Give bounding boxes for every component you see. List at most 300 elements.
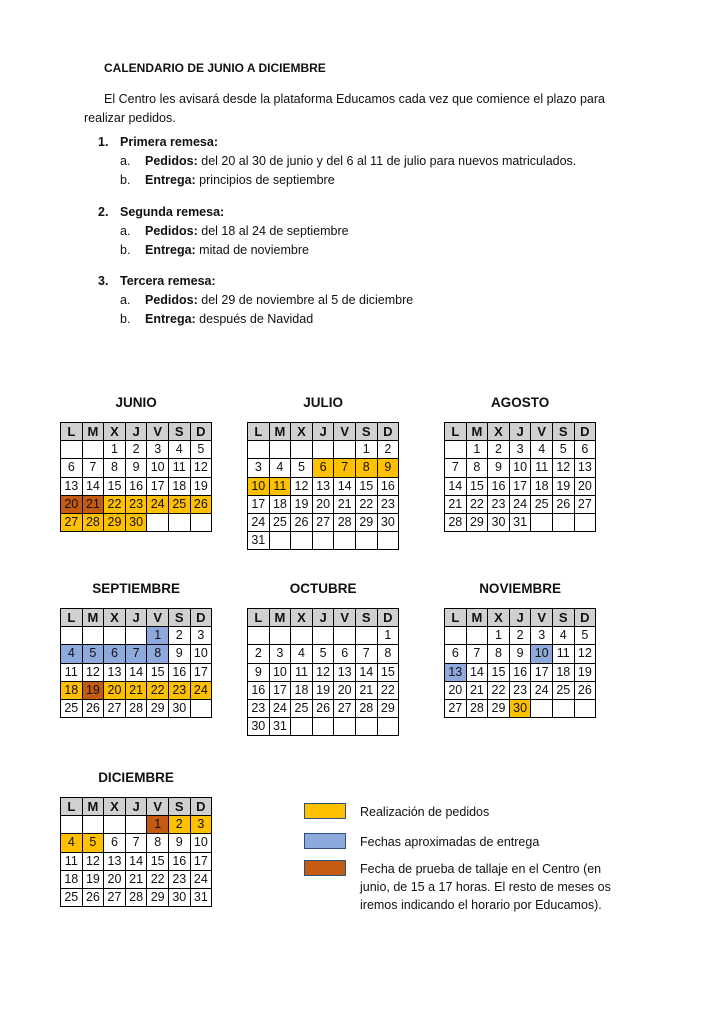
- day-cell: 17: [147, 477, 169, 495]
- day-cell: 6: [445, 645, 467, 663]
- day-cell: 29: [147, 699, 169, 717]
- day-cell: 5: [291, 459, 313, 477]
- day-cell: 18: [168, 477, 190, 495]
- day-cell: 16: [168, 663, 190, 681]
- weekday-header: S: [168, 798, 190, 816]
- day-cell: 26: [574, 681, 596, 699]
- day-cell: 15: [147, 852, 169, 870]
- day-cell: 23: [377, 495, 399, 513]
- empty-cell: [291, 627, 313, 645]
- empty-cell: [168, 513, 190, 531]
- list-item: a. Pedidos: del 18 al 24 de septiembre: [120, 224, 349, 238]
- day-cell: 18: [61, 870, 83, 888]
- day-cell: 4: [61, 834, 83, 852]
- day-cell: 26: [82, 699, 104, 717]
- day-cell: 10: [190, 645, 212, 663]
- day-cell: 8: [147, 645, 169, 663]
- day-cell: 30: [168, 699, 190, 717]
- day-cell: 6: [61, 459, 83, 477]
- day-cell: 1: [377, 627, 399, 645]
- day-cell: 4: [168, 441, 190, 459]
- day-cell: 8: [147, 834, 169, 852]
- weekday-header: J: [509, 423, 531, 441]
- weekday-header: V: [531, 423, 553, 441]
- legend-swatch-fitting: [304, 860, 346, 876]
- day-cell: 16: [168, 852, 190, 870]
- section-3: [98, 272, 413, 329]
- day-cell: 8: [355, 459, 377, 477]
- day-cell: 15: [488, 663, 510, 681]
- day-cell: 29: [488, 699, 510, 717]
- weekday-header: J: [509, 609, 531, 627]
- day-cell: 1: [355, 441, 377, 459]
- day-cell: 18: [61, 681, 83, 699]
- day-cell: 30: [377, 513, 399, 531]
- empty-cell: [125, 816, 147, 834]
- weekday-header: J: [125, 609, 147, 627]
- day-cell: 28: [125, 699, 147, 717]
- day-cell: 30: [488, 513, 510, 531]
- day-cell: 3: [531, 627, 553, 645]
- empty-cell: [574, 699, 596, 717]
- day-cell: 20: [104, 681, 126, 699]
- day-cell: 27: [334, 699, 356, 717]
- weekday-header: J: [125, 798, 147, 816]
- day-cell: 15: [147, 663, 169, 681]
- day-cell: 6: [312, 459, 334, 477]
- day-cell: 27: [61, 513, 83, 531]
- weekday-header: V: [334, 423, 356, 441]
- day-cell: 1: [104, 441, 126, 459]
- day-cell: 3: [248, 459, 270, 477]
- weekday-header: D: [377, 609, 399, 627]
- day-cell: 19: [552, 477, 574, 495]
- empty-cell: [312, 718, 334, 736]
- day-cell: 11: [61, 663, 83, 681]
- day-cell: 16: [125, 477, 147, 495]
- day-cell: 25: [168, 495, 190, 513]
- empty-cell: [355, 718, 377, 736]
- day-cell: 10: [509, 459, 531, 477]
- empty-cell: [291, 718, 313, 736]
- day-cell: 31: [509, 513, 531, 531]
- day-cell: 22: [147, 870, 169, 888]
- list-item: b. Entrega: después de Navidad: [120, 312, 314, 326]
- weekday-header: M: [82, 423, 104, 441]
- day-cell: 19: [190, 477, 212, 495]
- empty-cell: [355, 627, 377, 645]
- month-title: NOVIEMBRE: [479, 581, 561, 596]
- empty-cell: [291, 441, 313, 459]
- day-cell: 8: [466, 459, 488, 477]
- empty-cell: [531, 513, 553, 531]
- empty-cell: [334, 532, 356, 550]
- intro-paragraph: El Centro les avisará desde la plataforma Educamos cada vez que comience el plazo para realizar pedidos.: [84, 92, 605, 125]
- day-cell: 20: [61, 495, 83, 513]
- day-cell: 14: [125, 663, 147, 681]
- day-cell: 28: [82, 513, 104, 531]
- weekday-header: L: [61, 609, 83, 627]
- day-cell: 2: [248, 645, 270, 663]
- list-item: b. Entrega: principios de septiembre: [120, 173, 335, 187]
- day-cell: 27: [445, 699, 467, 717]
- day-cell: 9: [377, 459, 399, 477]
- weekday-header: D: [190, 423, 212, 441]
- weekday-header: S: [168, 609, 190, 627]
- day-cell: 25: [269, 513, 291, 531]
- day-cell: 3: [190, 627, 212, 645]
- weekday-header: D: [190, 798, 212, 816]
- day-cell: 1: [147, 816, 169, 834]
- day-cell: 28: [445, 513, 467, 531]
- weekday-header: J: [312, 423, 334, 441]
- day-cell: 21: [355, 681, 377, 699]
- day-cell: 2: [168, 627, 190, 645]
- day-cell: 10: [147, 459, 169, 477]
- weekday-header: X: [488, 423, 510, 441]
- day-cell: 7: [334, 459, 356, 477]
- day-cell: 17: [190, 852, 212, 870]
- list-item: b. Entrega: mitad de noviembre: [120, 243, 309, 257]
- weekday-header: L: [248, 423, 270, 441]
- day-cell: 12: [82, 852, 104, 870]
- day-cell: 26: [291, 513, 313, 531]
- day-cell: 3: [269, 645, 291, 663]
- weekday-header: J: [312, 609, 334, 627]
- empty-cell: [377, 718, 399, 736]
- day-cell: 21: [334, 495, 356, 513]
- day-cell: 10: [269, 663, 291, 681]
- calendar-octubre: [247, 579, 399, 736]
- day-cell: 17: [190, 663, 212, 681]
- month-grid: [60, 422, 212, 532]
- day-cell: 29: [147, 888, 169, 906]
- weekday-header: V: [147, 798, 169, 816]
- empty-cell: [334, 718, 356, 736]
- day-cell: 20: [312, 495, 334, 513]
- day-cell: 29: [466, 513, 488, 531]
- day-cell: 1: [466, 441, 488, 459]
- list-item: a. Pedidos: del 29 de noviembre al 5 de diciembre: [120, 293, 414, 307]
- day-cell: 18: [269, 495, 291, 513]
- day-cell: 25: [61, 699, 83, 717]
- empty-cell: [552, 699, 574, 717]
- calendar-junio: [60, 393, 212, 532]
- day-cell: 11: [269, 477, 291, 495]
- section-1: [98, 133, 576, 190]
- day-cell: 5: [552, 441, 574, 459]
- day-cell: 27: [104, 888, 126, 906]
- day-cell: 4: [291, 645, 313, 663]
- day-cell: 24: [190, 681, 212, 699]
- month-title: AGOSTO: [490, 395, 550, 410]
- day-cell: 9: [168, 645, 190, 663]
- day-cell: 2: [488, 441, 510, 459]
- day-cell: 21: [82, 495, 104, 513]
- day-cell: 14: [445, 477, 467, 495]
- day-cell: 13: [312, 477, 334, 495]
- empty-cell: [190, 513, 212, 531]
- day-cell: 4: [531, 441, 553, 459]
- day-cell: 15: [355, 477, 377, 495]
- day-cell: 21: [125, 870, 147, 888]
- day-cell: 18: [291, 681, 313, 699]
- weekday-header: V: [334, 609, 356, 627]
- empty-cell: [82, 816, 104, 834]
- day-cell: 16: [248, 681, 270, 699]
- day-cell: 17: [509, 477, 531, 495]
- page-title: CALENDARIO DE JUNIO A DICIEMBRE: [104, 61, 326, 75]
- empty-cell: [531, 699, 553, 717]
- section-number: 2.: [98, 205, 109, 219]
- weekday-header: X: [488, 609, 510, 627]
- day-cell: 22: [377, 681, 399, 699]
- day-cell: 2: [509, 627, 531, 645]
- day-cell: 16: [509, 663, 531, 681]
- month-title: OCTUBRE: [289, 581, 357, 596]
- day-cell: 11: [168, 459, 190, 477]
- day-cell: 3: [190, 816, 212, 834]
- empty-cell: [312, 627, 334, 645]
- day-cell: 29: [104, 513, 126, 531]
- weekday-header: L: [248, 609, 270, 627]
- section-number: 1.: [98, 135, 109, 149]
- day-cell: 19: [82, 870, 104, 888]
- day-cell: 23: [248, 699, 270, 717]
- day-cell: 25: [291, 699, 313, 717]
- empty-cell: [355, 532, 377, 550]
- day-cell: 10: [248, 477, 270, 495]
- day-cell: 1: [488, 627, 510, 645]
- day-cell: 31: [190, 888, 212, 906]
- empty-cell: [291, 532, 313, 550]
- day-cell: 14: [82, 477, 104, 495]
- weekday-header: X: [104, 609, 126, 627]
- day-cell: 19: [574, 663, 596, 681]
- empty-cell: [445, 627, 467, 645]
- day-cell: 24: [269, 699, 291, 717]
- day-cell: 2: [377, 441, 399, 459]
- day-cell: 9: [488, 459, 510, 477]
- month-title: DICIEMBRE: [98, 770, 174, 785]
- empty-cell: [334, 441, 356, 459]
- empty-cell: [574, 513, 596, 531]
- day-cell: 24: [509, 495, 531, 513]
- day-cell: 20: [445, 681, 467, 699]
- day-cell: 18: [531, 477, 553, 495]
- month-grid: [247, 608, 399, 736]
- day-cell: 2: [125, 441, 147, 459]
- day-cell: 5: [82, 645, 104, 663]
- day-cell: 27: [574, 495, 596, 513]
- day-cell: 11: [291, 663, 313, 681]
- empty-cell: [312, 441, 334, 459]
- day-cell: 25: [61, 888, 83, 906]
- section-heading: Primera remesa:: [120, 135, 218, 149]
- day-cell: 11: [552, 645, 574, 663]
- weekday-header: V: [147, 609, 169, 627]
- day-cell: 7: [82, 459, 104, 477]
- day-cell: 6: [104, 834, 126, 852]
- weekday-header: L: [61, 798, 83, 816]
- calendar-diciembre: [60, 768, 212, 907]
- weekday-header: S: [552, 423, 574, 441]
- weekday-header: M: [466, 609, 488, 627]
- day-cell: 24: [190, 870, 212, 888]
- empty-cell: [312, 532, 334, 550]
- weekday-header: D: [190, 609, 212, 627]
- month-title: JUNIO: [115, 395, 157, 410]
- weekday-header: M: [466, 423, 488, 441]
- day-cell: 31: [269, 718, 291, 736]
- empty-cell: [190, 699, 212, 717]
- day-cell: 7: [125, 645, 147, 663]
- month-grid: [60, 608, 212, 718]
- weekday-header: S: [355, 609, 377, 627]
- day-cell: 13: [61, 477, 83, 495]
- day-cell: 19: [312, 681, 334, 699]
- day-cell: 6: [334, 645, 356, 663]
- day-cell: 20: [574, 477, 596, 495]
- month-title: JULIO: [303, 395, 343, 410]
- day-cell: 22: [147, 681, 169, 699]
- day-cell: 24: [531, 681, 553, 699]
- empty-cell: [61, 627, 83, 645]
- day-cell: 16: [377, 477, 399, 495]
- day-cell: 8: [377, 645, 399, 663]
- day-cell: 1: [147, 627, 169, 645]
- weekday-header: L: [61, 423, 83, 441]
- month-grid: [60, 797, 212, 907]
- day-cell: 11: [61, 852, 83, 870]
- day-cell: 19: [291, 495, 313, 513]
- empty-cell: [334, 627, 356, 645]
- day-cell: 14: [334, 477, 356, 495]
- weekday-header: X: [104, 798, 126, 816]
- empty-cell: [466, 627, 488, 645]
- weekday-header: D: [574, 609, 596, 627]
- day-cell: 20: [104, 870, 126, 888]
- list-item: a. Pedidos: del 20 al 30 de junio y del 6 al 11 de julio para nuevos matriculados.: [120, 154, 577, 168]
- day-cell: 5: [312, 645, 334, 663]
- day-cell: 15: [104, 477, 126, 495]
- empty-cell: [269, 532, 291, 550]
- legend-swatch-delivery: [304, 833, 346, 849]
- section-2: [98, 203, 349, 260]
- day-cell: 7: [125, 834, 147, 852]
- day-cell: 29: [377, 699, 399, 717]
- day-cell: 13: [104, 852, 126, 870]
- day-cell: 12: [291, 477, 313, 495]
- day-cell: 16: [488, 477, 510, 495]
- day-cell: 10: [531, 645, 553, 663]
- day-cell: 7: [355, 645, 377, 663]
- day-cell: 27: [312, 513, 334, 531]
- day-cell: 24: [147, 495, 169, 513]
- day-cell: 28: [334, 513, 356, 531]
- day-cell: 9: [168, 834, 190, 852]
- day-cell: 22: [466, 495, 488, 513]
- calendar-julio: [247, 393, 399, 550]
- day-cell: 22: [355, 495, 377, 513]
- day-cell: 23: [125, 495, 147, 513]
- empty-cell: [269, 441, 291, 459]
- day-cell: 9: [509, 645, 531, 663]
- day-cell: 6: [574, 441, 596, 459]
- day-cell: 30: [168, 888, 190, 906]
- day-cell: 30: [509, 699, 531, 717]
- day-cell: 21: [445, 495, 467, 513]
- day-cell: 28: [355, 699, 377, 717]
- day-cell: 14: [125, 852, 147, 870]
- day-cell: 26: [190, 495, 212, 513]
- day-cell: 23: [488, 495, 510, 513]
- empty-cell: [377, 532, 399, 550]
- day-cell: 14: [355, 663, 377, 681]
- day-cell: 8: [104, 459, 126, 477]
- day-cell: 2: [168, 816, 190, 834]
- day-cell: 4: [269, 459, 291, 477]
- empty-cell: [61, 441, 83, 459]
- weekday-header: V: [531, 609, 553, 627]
- weekday-header: M: [82, 609, 104, 627]
- empty-cell: [248, 441, 270, 459]
- day-cell: 26: [82, 888, 104, 906]
- empty-cell: [104, 816, 126, 834]
- month-grid: [444, 422, 596, 532]
- weekday-header: D: [574, 423, 596, 441]
- day-cell: 27: [104, 699, 126, 717]
- empty-cell: [248, 627, 270, 645]
- empty-cell: [82, 627, 104, 645]
- weekday-header: V: [147, 423, 169, 441]
- empty-cell: [82, 441, 104, 459]
- day-cell: 29: [355, 513, 377, 531]
- weekday-header: M: [82, 798, 104, 816]
- day-cell: 17: [269, 681, 291, 699]
- weekday-header: X: [104, 423, 126, 441]
- day-cell: 12: [552, 459, 574, 477]
- day-cell: 12: [312, 663, 334, 681]
- empty-cell: [552, 513, 574, 531]
- empty-cell: [61, 816, 83, 834]
- day-cell: 4: [552, 627, 574, 645]
- day-cell: 26: [552, 495, 574, 513]
- day-cell: 20: [334, 681, 356, 699]
- day-cell: 11: [531, 459, 553, 477]
- weekday-header: M: [269, 609, 291, 627]
- weekday-header: X: [291, 609, 313, 627]
- section-heading: Segunda remesa:: [120, 205, 225, 219]
- day-cell: 28: [466, 699, 488, 717]
- day-cell: 28: [125, 888, 147, 906]
- weekday-header: X: [291, 423, 313, 441]
- day-cell: 17: [531, 663, 553, 681]
- day-cell: 13: [104, 663, 126, 681]
- weekday-header: L: [445, 423, 467, 441]
- day-cell: 13: [445, 663, 467, 681]
- calendar-agosto: [444, 393, 596, 532]
- day-cell: 12: [82, 663, 104, 681]
- day-cell: 7: [466, 645, 488, 663]
- day-cell: 23: [168, 681, 190, 699]
- weekday-header: D: [377, 423, 399, 441]
- day-cell: 19: [82, 681, 104, 699]
- day-cell: 9: [125, 459, 147, 477]
- day-cell: 23: [509, 681, 531, 699]
- empty-cell: [445, 441, 467, 459]
- day-cell: 10: [190, 834, 212, 852]
